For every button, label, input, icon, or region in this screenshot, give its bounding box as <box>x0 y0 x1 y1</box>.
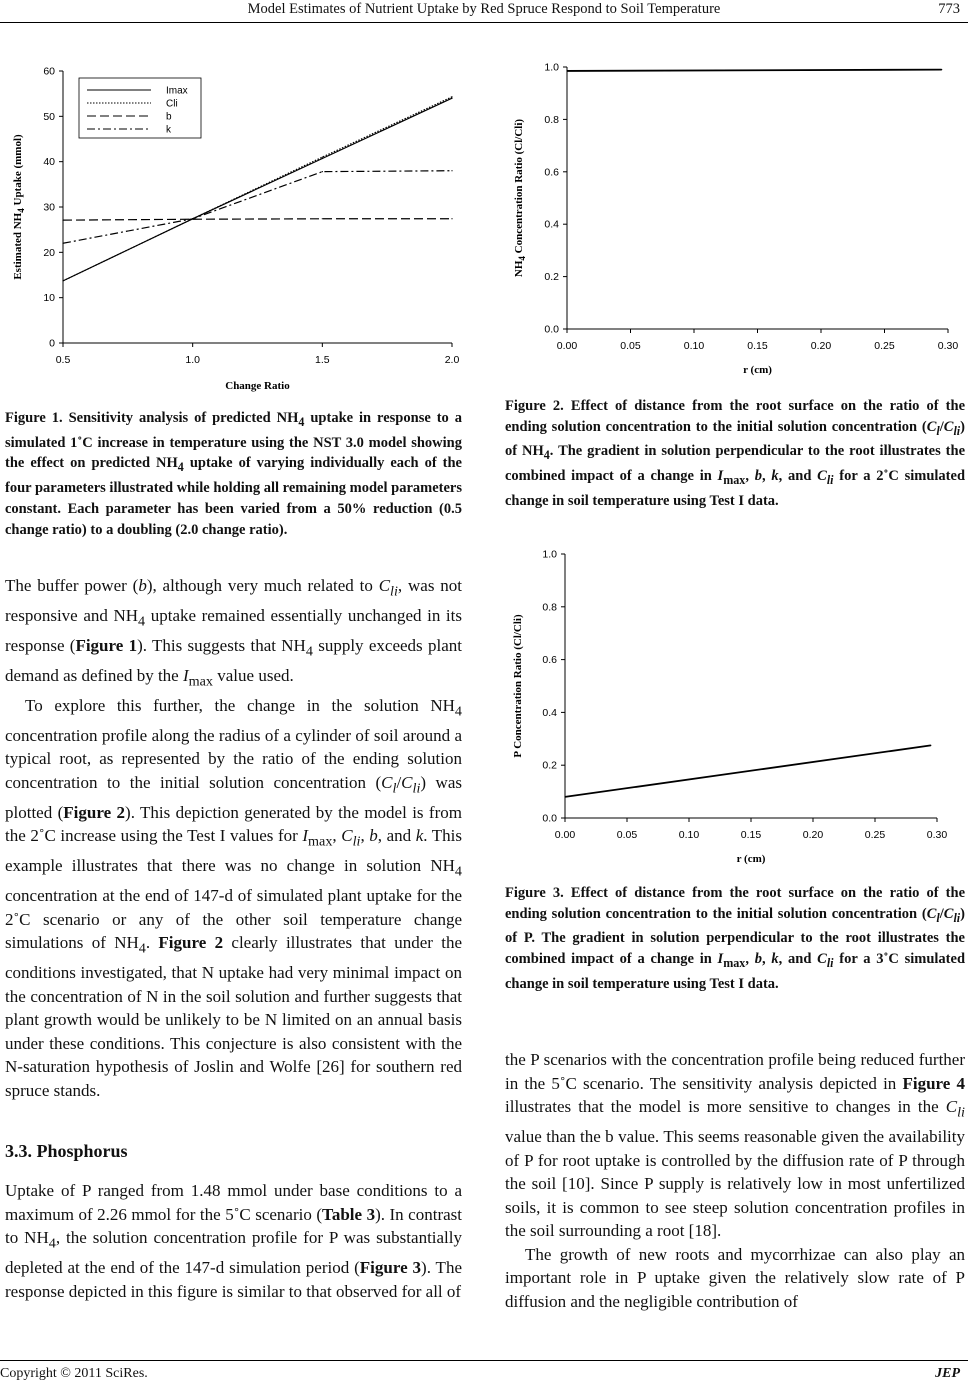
data-point <box>192 218 193 219</box>
x-tick-label: 1.5 <box>315 354 330 366</box>
y-tick-label: 1.0 <box>542 548 557 561</box>
page-number: 773 <box>938 1 960 17</box>
x-axis-title: Change Ratio <box>225 380 290 392</box>
data-point <box>564 796 565 797</box>
y-axis-title: Estimated $NH_4$ Uptake (mmol) <box>12 134 26 280</box>
figure-1-caption: Figure 1. Sensitivity analysis of predicted $NH_4$ uptake in response to a simulated 1˚C increase in temperature using the NST 3.0 model showing the effect on predicted $NH_4$ uptake of varying individually each of the four parameters illustrated while holding all remaining model parameters constant. Each parameter has been varied from a 50% reduction (0.5 change ratio) to a doubling (2.0 change ratio). <box>5 410 462 538</box>
data-point <box>62 243 63 244</box>
y-tick-label: 0.0 <box>542 812 557 825</box>
footer-rule <box>0 1360 968 1361</box>
data-point <box>451 96 452 97</box>
y-tick-label: 40 <box>43 156 55 169</box>
series-line-ratio <box>565 745 931 796</box>
legend-label: Imax <box>166 85 188 97</box>
data-point <box>322 171 323 172</box>
data-point <box>941 69 942 70</box>
x-axis-title: r (cm) <box>743 364 772 376</box>
data-point <box>322 157 323 158</box>
y-tick-label: 0.4 <box>542 706 557 719</box>
y-tick-label: 0.2 <box>542 759 557 772</box>
x-tick-label: 0.00 <box>554 829 576 841</box>
x-tick-label: 0.10 <box>683 340 705 352</box>
footer-journal: JEP <box>935 1366 960 1381</box>
header-rule <box>0 22 968 23</box>
y-tick-label: 0.8 <box>542 601 557 614</box>
data-point <box>451 98 452 99</box>
y-tick-label: 0.8 <box>544 113 559 126</box>
x-tick-label: 0.10 <box>678 829 700 841</box>
x-tick-label: 0.25 <box>874 340 895 352</box>
figure-3-chart <box>505 545 968 875</box>
y-axis-title: P Concentration Ratio (Cl/Cli) <box>512 614 524 758</box>
y-tick-label: 20 <box>43 246 55 259</box>
x-axis-title: r (cm) <box>736 853 766 865</box>
series-line-ratio <box>567 70 942 71</box>
series-line-k <box>63 171 452 244</box>
y-tick-label: 0.0 <box>544 323 559 336</box>
data-point <box>62 280 63 281</box>
data-point <box>451 170 452 171</box>
x-tick-label: 0.30 <box>937 340 959 352</box>
x-tick-label: 0.00 <box>556 340 578 352</box>
paragraph-concentration-profile: To explore this further, the change in the solution $NH_4$ concentration profile along the radius of a cylinder of soil around a typical root, as represented by the ratio of the ending solution concentration to the initial solution concentration $(C_l/C_{li})$ was plotted (Figure 2). This depiction generated by the model is from the 2˚C increase using the Test I values for $I_{max}$, $C_{li}$, b, and k. This example illustrates that there was no change in solution $NH_4$ concentration at the end of 147-d of simulated plant uptake for the 2˚C scenario or any of the other soil temperature change simulations of $NH_4$. Figure 2 clearly illustrates that under the conditions investigated, that N uptake had very minimal impact on the concentration of N in the soil solution and further suggests that plant growth would be unlikely to be N limited on an annual basis under these conditions. This conjecture is also consistent with the N-saturation hypothesis of Joslin and Wolfe [26] for southern red spruce stands. <box>5 695 463 1100</box>
paragraph-phosphorus-uptake: Uptake of P ranged from 1.48 mmol under base conditions to a maximum of 2.26 mmol for the 5˚C scenario (Table 3). In contrast to $NH_4$, the solution concentration profile for P was substantially depleted at the end of the 147-d simulation period (Figure 3). The response depicted in this figure is similar to that observed for all of <box>5 1181 463 1301</box>
y-tick-label: 0 <box>49 337 55 350</box>
left-column-text-phosphorus <box>5 1179 462 1303</box>
legend-label: b <box>166 111 172 123</box>
data-point <box>930 745 931 746</box>
paragraph-buffer-power: The buffer power (b), although very much related to $C_{li}$, was not responsive and $NH_4$ uptake remained essentially unchanged in its response (Figure 1). This suggests that $NH_4$ supply exceeds plant demand as defined by the $I_{max}$ value used. <box>5 576 462 690</box>
right-column-text <box>505 1048 965 1313</box>
x-tick-label: 0.20 <box>802 829 824 841</box>
legend-label: k <box>166 124 171 136</box>
y-tick-label: 0.6 <box>544 166 559 179</box>
left-column-text <box>5 574 462 1102</box>
y-tick-label: 1.0 <box>544 61 559 74</box>
data-point <box>566 70 567 71</box>
data-point <box>62 220 63 221</box>
y-tick-label: 10 <box>43 292 55 305</box>
x-tick-label: 1.0 <box>185 354 200 366</box>
x-tick-label: 0.25 <box>864 829 886 841</box>
figure-1-chart <box>0 55 470 400</box>
running-title: Model Estimates of Nutrient Uptake by Red Spruce Respond to Soil Temperature <box>247 1 721 17</box>
y-tick-label: 0.6 <box>542 654 557 667</box>
data-point <box>451 218 452 219</box>
data-point <box>322 158 323 159</box>
y-tick-label: 0.4 <box>544 218 559 231</box>
paragraph-roots-mycorrhizae: The growth of new roots and mycorrhizae can also play an important role in P uptake given the relatively slow rate of P diffusion and the negligible contribution of <box>505 1244 965 1311</box>
y-tick-label: 0.2 <box>544 271 559 284</box>
figure-3-caption: Figure 3. Effect of distance from the root surface on the ratio of the ending solution concentration to the initial solution concentration $(C_l/C_{li})$ of P. The gradient in solution perpendicular to the root illustrates the combined impact of a change in $I_{max}$, b, k, and $C_{li}$ for a 3˚C simulated change in soil temperature using Test I data. <box>505 885 966 992</box>
section-heading-phosphorus: 3.3. Phosphorus <box>5 1141 128 1161</box>
x-tick-label: 0.15 <box>740 829 762 841</box>
x-tick-label: 0.20 <box>810 340 832 352</box>
figure-2-chart <box>505 55 968 385</box>
x-tick-label: 2.0 <box>444 354 460 366</box>
x-tick-label: 0.30 <box>926 829 948 841</box>
legend-label: Cli <box>166 98 178 110</box>
x-tick-label: 0.05 <box>620 340 641 352</box>
footer-copyright: Copyright © 2011 SciRes. <box>0 1366 148 1381</box>
x-tick-label: 0.15 <box>747 340 768 352</box>
x-tick-label: 0.05 <box>616 829 638 841</box>
y-tick-label: 60 <box>43 65 55 78</box>
data-point <box>322 218 323 219</box>
y-axis-title: $NH_4$ Concentration Ratio (Cl/Cli) <box>513 118 527 278</box>
y-tick-label: 30 <box>43 201 55 214</box>
figure-2-caption: Figure 2. Effect of distance from the root surface on the ratio of the ending solution concentration to the initial solution concentration $(C_l/C_{li})$ of $NH_4$. The gradient in solution perpendicular to the root illustrates the combined impact of a change in $I_{max}$, b, k, and $C_{li}$ for a 2˚C simulated change in soil temperature using Test I data. <box>505 398 966 509</box>
paragraph-p-scenarios: the P scenarios with the concentration profile being reduced further in the 5˚C scenario. The sensitivity analysis depicted in Figure 4 illustrates that the model is more sensitive to changes in the $C_{li}$ value than the b value. This seems reasonable given the availability of P for root uptake is controlled by the diffusion rate of P through the soil [10]. Since P supply is relatively low in most unfertilized soils, it is common to see steep solution concentration profiles in the soil surrounding a root [18]. <box>505 1050 965 1241</box>
y-tick-label: 50 <box>43 110 55 123</box>
series-line-b <box>63 219 452 220</box>
x-tick-label: 0.5 <box>55 354 71 366</box>
